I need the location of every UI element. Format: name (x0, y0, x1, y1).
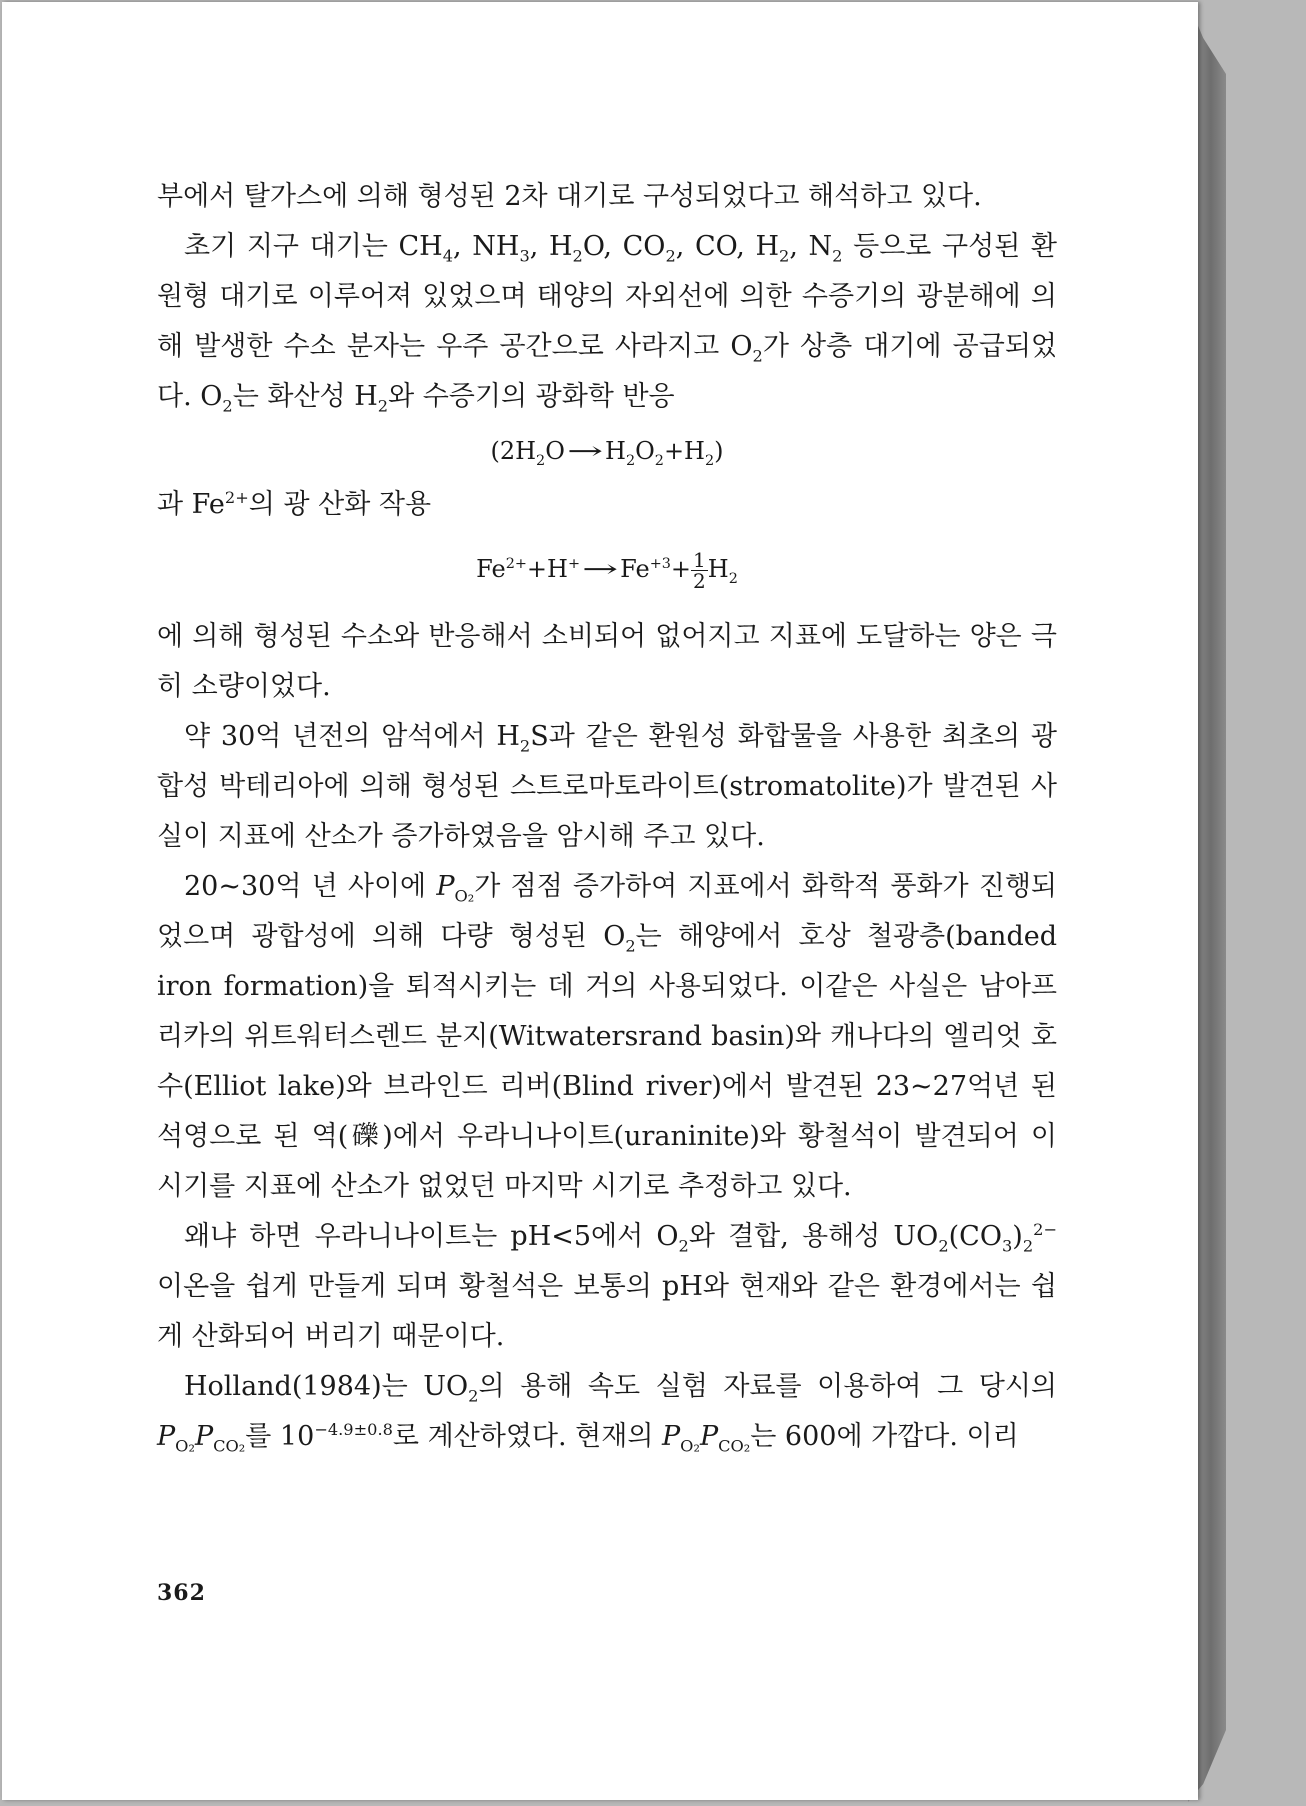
paragraph-7: 왜냐 하면 우라니나이트는 pH<5에서 $O_2$와 결합, 용해성 $UO_2(CO_3)_2^{2-}$ 이온을 쉽게 만들게 되며 황철석은 보통의 pH와 현재와 같은 환경에서는 쉽게 산화되어 버리기 때문이다. (157, 1220, 1057, 1352)
equation-iron-oxidation: $Fe^{2+}+H^+\to Fe^{+3}+$ $\frac{1}{2}$ $H_2$ (157, 544, 1057, 594)
paragraph-1: 부에서 탈가스에 의해 형성된 2차 대기로 구성되었다고 해석하고 있다. (157, 181, 982, 212)
paragraph-6: 20~30억 년 사이에 $P_{O_2}$가 점점 증가하여 지표에서 화학적 풍화가 진행되었으며 광합성에 의해 다량 형성된 $O_2$는 해양에서 호상 철광층(banded iron formation)을 퇴적시키는 데 거의 사용되었다. 이같은 사실은 남아프리카의 위트워터스렌드 분지(Witwatersrand basin)와 캐나다의 엘리엇 호수(Elliot lake)와 브라인드 리버(Blind river)에서 발견된 23~27억년 된 석영으로 된 역(礫)에서 우라니나이트(uraninite)와 황철석이 발견되어 이 시기를 지표에 산소가 없었던 마지막 시기로 추정하고 있다. (157, 871, 1057, 1202)
paragraph-4: 에 의해 형성된 수소와 반응해서 소비되어 없어지고 지표에 도달하는 양은 극히 소량이었다. (157, 621, 1057, 702)
fraction: $\frac{1}{2}$ (693, 548, 706, 593)
paragraph-3: 과 $Fe^{2+}$의 광 산화 작용 (157, 488, 432, 520)
book-page (2, 2, 1198, 1800)
page-body (157, 172, 1057, 1462)
equation-water-photolysis: $(2H_2O\to H_2O_2+H_2)$ (157, 426, 1057, 476)
paragraph-5: 약 30억 년전의 암석에서 $H_2S$과 같은 환원성 화합물을 사용한 최초의 광합성 박테리아에 의해 형성된 스트로마토라이트(stromatolite)가 발견된 사실이 지표에 산소가 증가하였음을 암시해 주고 있다. (157, 721, 1057, 852)
paragraph-8: Holland(1984)는 $UO_2$의 용해 속도 실험 자료를 이용하여 그 당시의 $P_{O_2}P_{CO_2}$를 $10^{-4.9\pm 0.8}$로 계산하였다. 현재의 $P_{O_2}P_{CO_2}$는 600에 가깝다. 이리 (157, 1371, 1057, 1456)
reaction-arrow-icon: → (566, 437, 604, 465)
paragraph-2: 초기 지구 대기는 $CH_4$, $NH_3$, $H_2O$, $CO_2$, CO, $H_2$, $N_2$ 등으로 구성된 환원형 대기로 이루어져 있었으며 태양의 자외선에 의한 수증기의 광분해에 의해 발생한 수소 분자는 우주 공간으로 사라지고 $O_2$가 상층 대기에 공급되었다. $O_2$는 화산성 $H_2$와 수증기의 광화학 반응 (157, 231, 1058, 416)
reaction-arrow-icon: → (581, 555, 619, 583)
page-number: 362 (157, 1580, 206, 1606)
